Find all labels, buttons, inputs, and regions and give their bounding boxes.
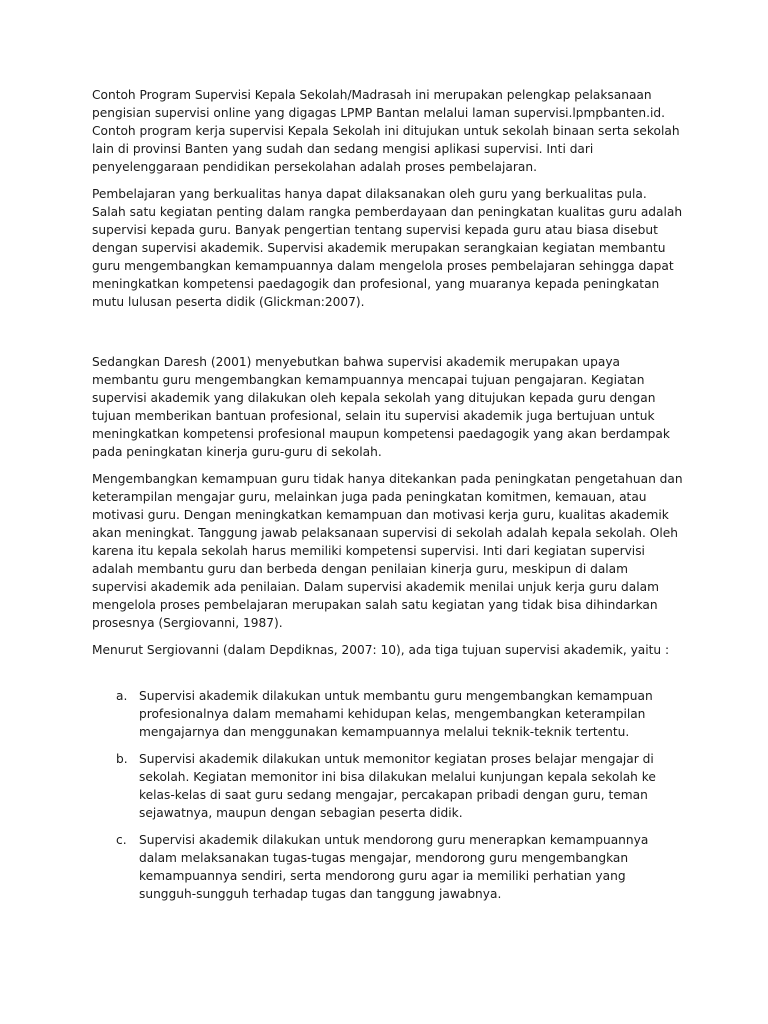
paragraph-intro: Contoh Program Supervisi Kepala Sekolah/Madrasah ini merupakan pelengkap pelaksanaan pengisian supervisi online yang digagas LPMP Bantan melalui laman supervisi.lpmpbanten.id. Contoh program kerja supervisi Kepala Sekolah ini ditujukan untuk sekolah binaan serta sekolah lain di provinsi Banten yang sudah dan sedang mengisi aplikasi supervisi. Inti dari penyelenggaraan pendidikan persekolahan adalah proses pembelajaran. (92, 88, 680, 174)
list-item (92, 831, 684, 903)
paragraph-pembelajaran: Pembelajaran yang berkualitas hanya dapat dilaksanakan oleh guru yang berkualitas pula. Salah satu kegiatan penting dalam rangka pemberdayaan dan peningkatan kualitas guru adalah supervisi kepada guru. Banyak pengertian tentang supervisi kepada guru atau biasa disebut dengan supervisi akademik. Supervisi akademik merupakan serangkaian kegiatan membantu guru mengembangkan kemampuannya dalam mengelola proses pembelajaran sehingga dapat meningkatkan kompetensi paedagogik dan profesional, yang muaranya kepada peningkatan mutu lulusan peserta didik (Glickman:2007). (92, 187, 683, 309)
paragraph-daresh: Sedangkan Daresh (2001) menyebutkan bahwa supervisi akademik merupakan upaya membantu guru mengembangkan kemampuannya mencapai tujuan pengajaran. Kegiatan supervisi akademik yang dilakukan oleh kepala sekolah yang ditujukan kepada guru dengan tujuan memberikan bantuan profesional, selain itu supervisi akademik juga bertujuan untuk meningkatkan kompetensi profesional maupun kompetensi paedagogik yang akan berdampak pada peningkatan kinerja guru-guru di sekolah. (92, 355, 670, 459)
list-item (92, 750, 684, 822)
list-marker: a. (116, 689, 128, 703)
list-marker: c. (116, 833, 127, 847)
list-item-text: Supervisi akademik dilakukan untuk membantu guru mengembangkan kemampuan profesionalnya dalam memahami kehidupan kelas, mengembangkan keterampilan mengajarnya dan menggunakan kemampuannya melalui teknik-teknik tertentu. (139, 689, 653, 739)
tujuan-list (92, 687, 684, 903)
list-marker: b. (116, 752, 128, 766)
list-item-text: Supervisi akademik dilakukan untuk mendorong guru menerapkan kemampuannya dalam melaksanakan tugas-tugas mengajar, mendorong guru mengembangkan kemampuannya sendiri, serta mendorong guru agar ia memiliki perhatian yang sungguh-sungguh terhadap tugas dan tanggung jawabnya. (139, 833, 649, 901)
list-item-text: Supervisi akademik dilakukan untuk memonitor kegiatan proses belajar mengajar di sekolah. Kegiatan memonitor ini bisa dilakukan melalui kunjungan kepala sekolah ke kelas-kelas di saat guru sedang mengajar, percakapan pribadi dengan guru, teman sejawatnya, maupun dengan sebagian peserta didik. (139, 752, 656, 820)
paragraph-mengembangkan: Mengembangkan kemampuan guru tidak hanya ditekankan pada peningkatan pengetahuan dan keterampilan mengajar guru, melainkan juga pada peningkatan komitmen, kemauan, atau motivasi guru. Dengan meningkatkan kemampuan dan motivasi kerja guru, kualitas akademik akan meningkat. Tanggung jawab pelaksanaan supervisi di sekolah adalah kepala sekolah. Oleh karena itu kepala sekolah harus memiliki kompetensi supervisi. Inti dari kegiatan supervisi adalah membantu guru dan berbeda dengan penilaian kinerja guru, meskipun di dalam supervisi akademik ada penilaian. Dalam supervisi akademik menilai unjuk kerja guru dalam mengelola proses pembelajaran merupakan salah satu kegiatan yang tidak bisa dihindarkan prosesnya (Sergiovanni, 1987). (92, 472, 683, 630)
paragraph-tujuan-intro: Menurut Sergiovanni (dalam Depdiknas, 2007: 10), ada tiga tujuan supervisi akademik, yaitu : (92, 643, 670, 657)
document-page (92, 86, 684, 912)
list-item (92, 687, 684, 741)
